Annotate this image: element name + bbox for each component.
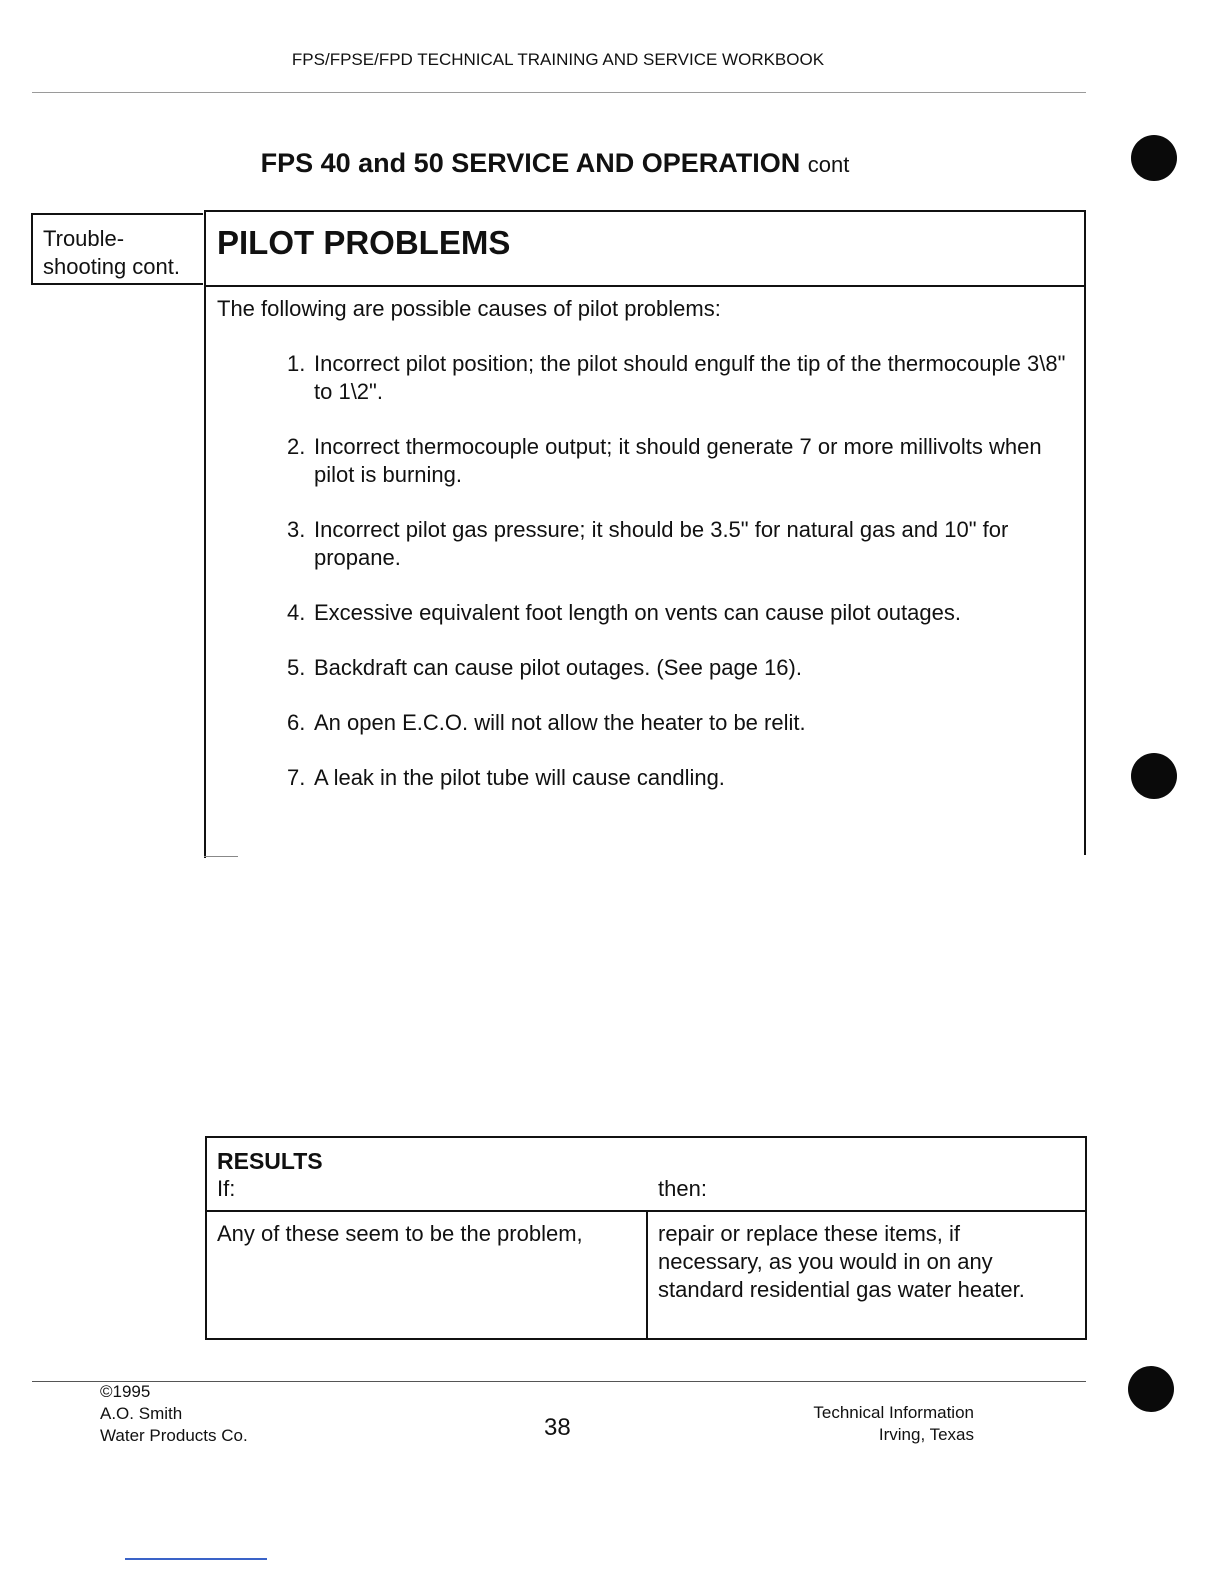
- list-item: [287, 599, 1067, 627]
- list-item-text: Incorrect pilot gas pressure; it should be 3.5" for natural gas and 10" for propane.: [314, 517, 1009, 570]
- section-title: [0, 148, 1110, 179]
- list-item-text: Excessive equivalent foot length on vents can cause pilot outages.: [314, 600, 961, 625]
- if-cell: Any of these seem to be the problem,: [217, 1221, 583, 1246]
- list-item: [287, 709, 1067, 737]
- side-label: [43, 225, 180, 281]
- list-item: [287, 350, 1067, 406]
- side-label-line2: shooting cont.: [43, 254, 180, 279]
- content-bottom-tick: [204, 856, 238, 857]
- running-header: FPS/FPSE/FPD TECHNICAL TRAINING AND SERVICE WORKBOOK: [291, 50, 825, 69]
- side-label-line1: Trouble-: [43, 226, 125, 251]
- punch-hole-top: [1131, 135, 1177, 181]
- causes-list: [287, 350, 1067, 819]
- list-item-text: Incorrect pilot position; the pilot should engulf the tip of the thermocouple 3\8" to 1\2".: [314, 351, 1066, 404]
- list-item: [287, 433, 1067, 489]
- then-column-header: then:: [658, 1176, 707, 1201]
- header-divider: [32, 92, 1086, 93]
- footer-left: [100, 1381, 248, 1447]
- section-title-suffix: cont: [807, 152, 850, 177]
- copyright: ©1995: [100, 1382, 151, 1401]
- causes-intro: The following are possible causes of pilot problems:: [217, 296, 721, 321]
- list-item-number: 6.: [287, 710, 306, 735]
- list-item-text: A leak in the pilot tube will cause candling.: [314, 765, 725, 790]
- bottom-mark: [125, 1558, 267, 1560]
- list-item-text: An open E.C.O. will not allow the heater to be relit.: [314, 710, 806, 735]
- list-item-number: 1.: [287, 351, 306, 376]
- footer-right: [780, 1402, 974, 1446]
- list-item-number: 3.: [287, 517, 306, 542]
- footer-department: Technical Information: [813, 1403, 974, 1422]
- punch-hole-bottom: [1128, 1366, 1174, 1412]
- if-column-header: If:: [217, 1176, 236, 1201]
- list-item-number: 5.: [287, 655, 306, 680]
- company-name: A.O. Smith: [100, 1404, 183, 1423]
- then-cell: repair or replace these items, if necessary, as you would in on any standard residential gas water heater.: [658, 1221, 1025, 1302]
- punch-hole-middle: [1131, 753, 1177, 799]
- list-item-number: 2.: [287, 434, 306, 459]
- section-title-main: FPS 40 and 50 SERVICE AND OPERATION: [260, 148, 801, 178]
- list-item-number: 7.: [287, 765, 306, 790]
- footer-location: Irving, Texas: [878, 1425, 974, 1444]
- list-item: [287, 516, 1067, 572]
- list-item: [287, 764, 1067, 792]
- pilot-problems-title: PILOT PROBLEMS: [217, 224, 511, 261]
- company-division: Water Products Co.: [100, 1426, 248, 1445]
- content-left-border: [204, 285, 206, 858]
- page-number: 38: [544, 1414, 571, 1441]
- list-item-number: 4.: [287, 600, 306, 625]
- content-right-border: [1084, 285, 1086, 855]
- list-item-text: Incorrect thermocouple output; it should generate 7 or more millivolts when pilot is burning.: [314, 434, 1042, 487]
- results-column-divider: [646, 1210, 648, 1340]
- list-item: [287, 654, 1067, 682]
- results-title: RESULTS: [217, 1148, 323, 1174]
- list-item-text: Backdraft can cause pilot outages. (See page 16).: [314, 655, 802, 680]
